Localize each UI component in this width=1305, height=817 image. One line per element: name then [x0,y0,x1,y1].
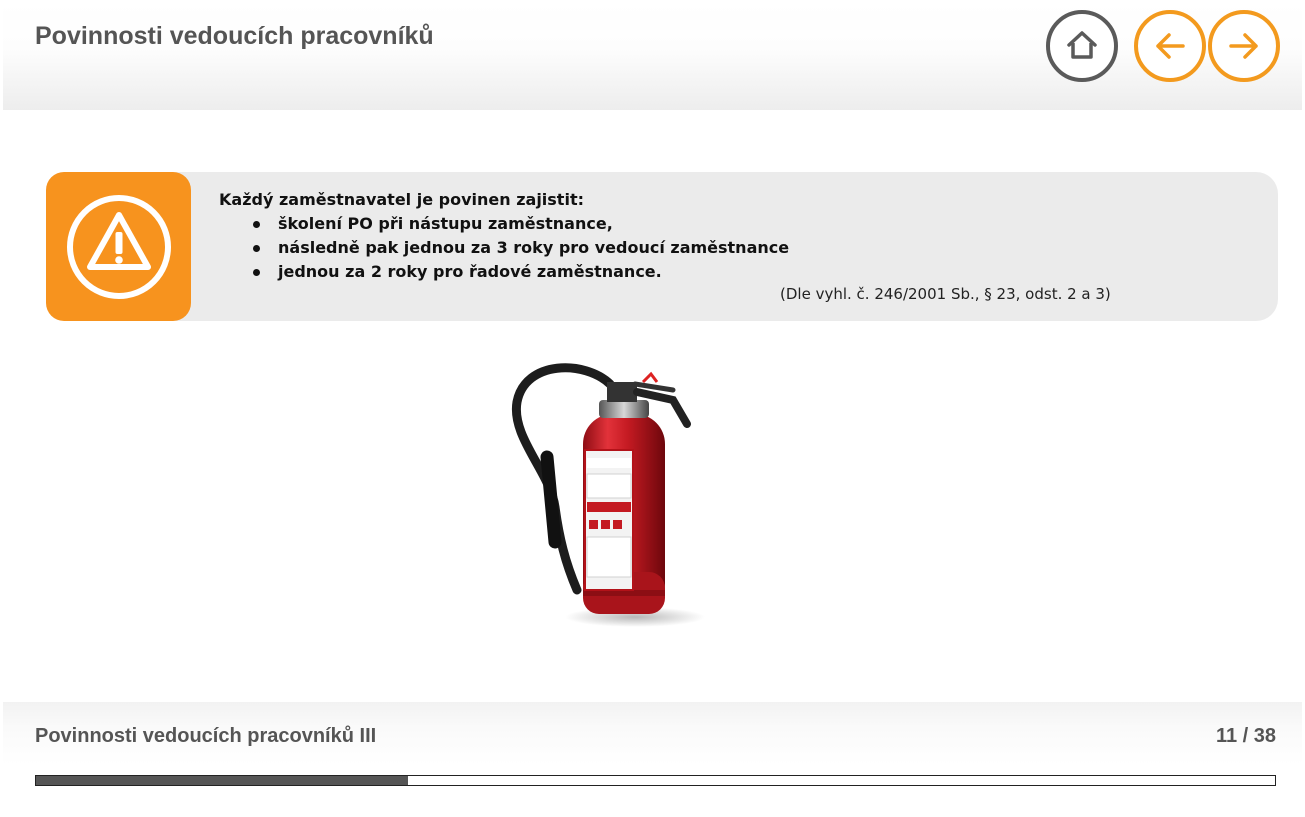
progress-bar [35,775,1276,786]
section-title: Povinnosti vedoucích pracovníků III [35,725,377,747]
home-icon [1062,26,1102,66]
progress-bar-fill [36,776,408,785]
next-page-button[interactable] [1208,10,1280,82]
arrow-left-icon [1150,26,1190,66]
legal-source-note: (Dle vyhl. č. 246/2001 Sb., § 23, odst. 2 a 3) [780,285,1111,303]
notice-list [253,212,789,284]
page-title: Povinnosti vedoucích pracovníků [35,22,434,50]
notice-heading: Každý zaměstnavatel je povinen zajistit: [219,190,584,209]
page-counter: 11 / 38 [1215,725,1276,747]
warning-badge [46,172,191,321]
notice-text [219,188,789,284]
list-item: následně pak jednou za 3 roky pro vedoucí zaměstnance [253,236,789,260]
list-item: jednou za 2 roky pro řadové zaměstnance. [253,260,789,284]
notice-panel [46,172,1278,321]
fire-extinguisher-icon [495,362,715,637]
list-item: školení PO při nástupu zaměstnance, [253,212,789,236]
previous-page-button[interactable] [1134,10,1206,82]
home-button[interactable] [1046,10,1118,82]
arrow-right-icon [1224,26,1264,66]
warning-icon [64,192,174,302]
